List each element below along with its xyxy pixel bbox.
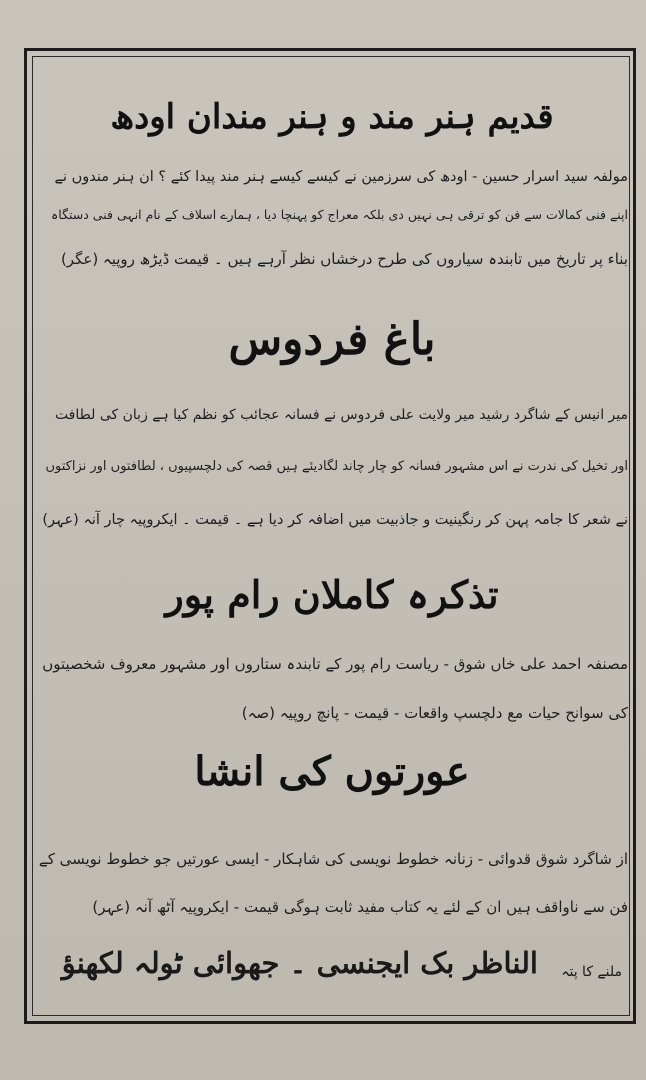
section-heading-tazkira-kamilan: تذکرہ کاملان رام پور [165, 572, 499, 617]
section-heading-bagh-firdaus: باغ فردوس [228, 314, 436, 365]
section-heading-qadeem-hunarmand: قدیم ہنر مند و ہنر مندان اودھ [110, 97, 554, 137]
section-1-line-2: اپنے فنی کمالات سے فن کو ترقی ہی نہیں دی بلکہ معراج کو پہنچا دیا ، ہمارے اسلاف کے نام انہی فنی دستگاہ [50, 207, 628, 222]
footer-prefix: ملنے کا پتہ [561, 964, 622, 980]
section-3-line-2: کی سوانح حیات مع دلچسپ واقعات - قیمت - پانچ روپیہ (صہ) [241, 704, 628, 722]
footer-agency-name: الناظر بک ایجنسی ۔ جھوائی ٹولہ لکھنؤ [61, 946, 538, 980]
section-1-line-1: مولفہ سید اسرار حسین - اودھ کی سرزمین نے کیسے کیسے ہنر مند پیدا کئے ؟ ان ہنر مندوں نے [54, 169, 628, 185]
section-2-line-1: میر انیس کے شاگرد رشید میر ولایت علی فردوس نے فسانہ عجائب کو نظم کیا ہے زبان کی لطافت [54, 407, 628, 423]
section-3-line-1: مصنفہ احمد علی خاں شوق - ریاست رام پور کے تابندہ ستاروں اور مشہور معروف شخصیتوں [42, 655, 628, 673]
section-4-line-2: فن سے ناواقف ہیں ان کے لئے یہ کتاب مفید ثابت ہوگی قیمت - ایکروپیہ آٹھ آنہ (عہر) [92, 898, 628, 916]
section-2-line-2: اور تخیل کی ندرت نے اس مشہور فسانہ کو چار چاند لگادیئے ہیں قصہ کی دلچسپیوں ، لطافتوں اور نزاکتوں [45, 459, 628, 474]
section-heading-auraton-ki-insha: عورتوں کی انشا [194, 748, 470, 795]
section-2-line-3: نے شعر کا جامہ پہن کر رنگینیت و جاذبیت میں اضافہ کر دیا ہے ۔ قیمت ۔ ایکروپیہ چار آنہ (عہر) [42, 512, 628, 528]
footer-address [36, 940, 628, 1010]
inner-border [32, 56, 630, 1016]
section-4-line-1: از شاگرد شوق قدوائی - زنانہ خطوط نویسی کی شاہکار - ایسی عورتیں جو خطوط نویسی کے [38, 850, 628, 868]
section-1-line-3: بناء پر تاریخ میں تابندہ سیاروں کی طرح درخشاں نظر آرہے ہیں ۔ قیمت ڈیڑھ روپیہ (عگر) [60, 250, 628, 268]
